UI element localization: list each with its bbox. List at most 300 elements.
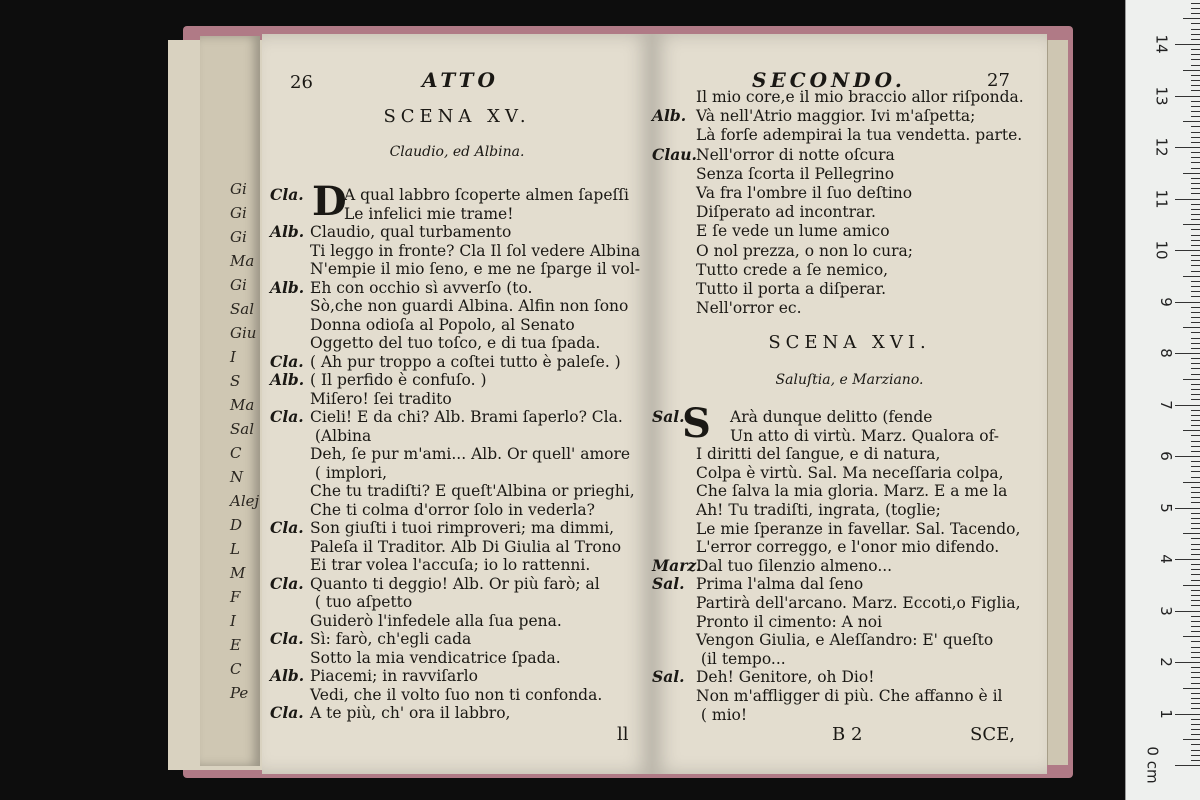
running-header: ATTO [422, 68, 499, 92]
text-line [270, 538, 621, 556]
ruler-tick [1183, 18, 1200, 19]
ruler-number: 4 [1157, 554, 1176, 564]
ruler-number: 12 [1152, 137, 1171, 157]
ruler-tick [1191, 616, 1200, 617]
ruler-tick [1191, 34, 1200, 35]
line-text: A te più, ch' ora il labbro, [310, 704, 511, 722]
ruler-tick [1175, 405, 1200, 406]
ruler-tick [1191, 518, 1200, 519]
line-text: Ah! Tu tradiſti, ingrata, (toglie; [696, 501, 941, 519]
text-line [270, 464, 387, 482]
line-text: Pronto il cimento: A noi [696, 612, 883, 631]
line-text: Tutto crede a ſe nemico, [696, 260, 889, 279]
text-line [652, 464, 1004, 482]
underlying-fragment: Pe [230, 684, 249, 702]
ruler-tick [1191, 229, 1200, 230]
ruler-tick [1183, 482, 1200, 483]
ruler-tick [1191, 235, 1200, 236]
text-line [270, 482, 635, 500]
ruler-tick [1183, 533, 1200, 534]
text-line [270, 297, 628, 315]
underlying-fragment: Ma [230, 396, 255, 414]
ruler-tick [1191, 410, 1200, 411]
underlying-fragment: L [230, 540, 240, 558]
ruler-tick [1191, 23, 1200, 24]
text-line [652, 146, 895, 164]
ruler-tick [1191, 214, 1200, 215]
ruler-tick [1191, 49, 1200, 50]
ruler-tick [1191, 724, 1200, 725]
ruler-tick [1191, 332, 1200, 333]
ruler-tick [1191, 296, 1200, 297]
line-text: Deh! Genitore, oh Dio! [696, 668, 875, 687]
ruler-tick [1191, 641, 1200, 642]
ruler-tick [1191, 744, 1200, 745]
text-line [270, 556, 590, 574]
text-line [270, 593, 412, 611]
ruler-tick [1191, 580, 1200, 581]
text-line [270, 445, 630, 463]
ruler-tick [1175, 147, 1200, 148]
text-line [270, 205, 513, 223]
ruler-tick [1191, 574, 1200, 575]
text-line [652, 482, 1007, 500]
running-header: SECONDO. [752, 68, 906, 92]
line-text: Un atto di virtù. Marz. Qualora of- [730, 426, 1000, 445]
ruler-tick [1175, 714, 1200, 715]
line-text: Prima l'alma dal ſeno [696, 575, 864, 594]
line-text: Che ſalva la mia gloria. Marz. E a me la [696, 482, 1008, 501]
ruler-tick [1175, 96, 1200, 97]
line-text: Diſperato ad incontrar. [696, 203, 876, 222]
line-text: Guiderò l'infedele alla ſua pena. [310, 611, 562, 630]
line-text: Donna odioſa al Popolo, al Senato [310, 315, 575, 334]
line-text: Va fra l'ombre il ſuo deſtino [696, 184, 913, 202]
ruler-tick [1191, 168, 1200, 169]
speaker-label: Marz. [652, 555, 702, 575]
ruler-tick [1183, 121, 1200, 122]
ruler-tick [1191, 312, 1200, 313]
ruler-tick [1191, 538, 1200, 539]
text-line [652, 445, 940, 463]
ruler-tick [1191, 693, 1200, 694]
underlying-fragment: S [230, 372, 241, 390]
line-text: Và nell'Atrio maggior. Ivi m'aſpetta; [696, 107, 976, 126]
ruler-tick [1191, 286, 1200, 287]
ruler-tick [1191, 338, 1200, 339]
text-line [270, 186, 629, 204]
speaker-label: Sal. [652, 667, 685, 687]
underlying-fragment: Gi [230, 204, 247, 222]
text-line [652, 165, 894, 183]
ruler-tick [1191, 647, 1200, 648]
scene-title: SCENA XVI. [768, 332, 931, 353]
text-line [652, 631, 993, 649]
line-text: Sì: farò, ch'egli cada [310, 630, 472, 648]
ruler-tick [1191, 3, 1200, 4]
ruler-tick [1191, 487, 1200, 488]
line-text: Eh con occhio sì avverſo (to. [310, 278, 533, 297]
ruler-tick [1191, 90, 1200, 91]
ruler-tick [1191, 307, 1200, 308]
speaker-label: Cla. [270, 185, 304, 204]
underlying-fragment: Sal [230, 420, 255, 438]
ruler-tick [1191, 595, 1200, 596]
line-text: Vengon Giulia, e Aleſſandro: E' queſto [696, 631, 994, 650]
ruler-tick [1191, 657, 1200, 658]
text-line [270, 519, 614, 537]
ruler-tick [1191, 605, 1200, 606]
ruler-number: 6 [1157, 451, 1176, 461]
underlying-fragment: C [230, 660, 242, 678]
text-line [270, 279, 532, 297]
text-line [270, 427, 371, 445]
text-line [270, 353, 621, 371]
text-line [270, 667, 478, 685]
line-text: Claudio, qual turbamento [310, 223, 512, 241]
ruler-tick [1191, 441, 1200, 442]
ruler-tick [1191, 255, 1200, 256]
ruler-tick [1191, 523, 1200, 524]
text-line [652, 668, 874, 686]
ruler-tick [1183, 379, 1200, 380]
left-page [262, 34, 652, 774]
ruler-number: 13 [1152, 85, 1171, 106]
ruler-tick [1191, 101, 1200, 102]
ruler-tick [1191, 528, 1200, 529]
text-line [652, 520, 1020, 538]
scene-characters: Claudio, ed Albina. [389, 144, 525, 160]
ruler-tick [1191, 348, 1200, 349]
ruler-tick [1191, 451, 1200, 452]
speaker-label: Cla. [270, 629, 304, 648]
text-line [270, 575, 600, 593]
ruler-tick [1191, 240, 1200, 241]
ruler-tick [1191, 631, 1200, 632]
ruler-tick [1191, 111, 1200, 112]
ruler-tick [1183, 173, 1200, 174]
ruler-tick [1175, 199, 1200, 200]
ruler-tick [1191, 492, 1200, 493]
text-line [270, 260, 640, 278]
text-line [270, 223, 511, 241]
text-line [270, 334, 600, 352]
text-line [652, 557, 892, 575]
line-text: Le mie ſperanze in favellar. Sal. Tacendo, [696, 519, 1021, 538]
text-line [270, 390, 452, 408]
line-text: Miſero! ſei tradito [310, 389, 452, 408]
ruler-tick [1191, 374, 1200, 375]
ruler-tick [1191, 245, 1200, 246]
underlying-fragment: N [230, 468, 244, 486]
text-line [652, 184, 912, 202]
line-text: E ſe vede un lume amico [696, 222, 890, 241]
text-line [270, 704, 510, 722]
ruler-tick [1191, 435, 1200, 436]
ruler-tick [1191, 683, 1200, 684]
ruler-tick [1191, 719, 1200, 720]
line-text: Nell'orror ec. [696, 299, 802, 318]
line-text: Partirà dell'arcano. Marz. Eccoti,o Figlia, [696, 594, 1021, 612]
line-text: Senza ſcorta il Pellegrino [696, 164, 895, 183]
speaker-label: Clau. [652, 144, 697, 164]
underlying-fragment: Giu [230, 324, 257, 342]
ruler-tick [1183, 636, 1200, 637]
ruler-tick [1191, 477, 1200, 478]
underlying-fragment: Alej [230, 492, 260, 510]
ruler-tick [1191, 8, 1200, 9]
line-text: Tutto il porta a diſperar. [696, 280, 887, 298]
ruler-number: 2 [1157, 657, 1176, 667]
line-text: Vedi, che il volto ſuo non ti confonda. [310, 685, 603, 704]
ruler-number: 9 [1157, 296, 1176, 307]
drop-cap: S [682, 400, 711, 447]
ruler-tick [1191, 667, 1200, 668]
underlying-fragment: D [230, 516, 243, 534]
speaker-label: Cla. [270, 703, 304, 722]
ruler-tick [1191, 497, 1200, 498]
ruler-number: 3 [1157, 605, 1176, 616]
ruler-tick [1191, 564, 1200, 565]
text-line [270, 501, 595, 519]
line-text: I diritti del ſangue, e di natura, [696, 445, 941, 464]
scene-characters: Saluſtia, e Marziano. [775, 372, 924, 388]
ruler-tick [1175, 662, 1200, 663]
drop-cap: D [312, 178, 347, 225]
line-text: Nell'orror di notte oſcura [696, 145, 895, 164]
speaker-label: Cla. [270, 407, 304, 426]
line-text: Che ti colma d'orror ſolo in vederla? [310, 500, 595, 519]
speaker-label: Sal. [652, 407, 685, 426]
ruler-tick [1191, 750, 1200, 751]
ruler-tick [1191, 183, 1200, 184]
ruler-tick [1191, 626, 1200, 627]
ruler-tick [1191, 544, 1200, 545]
speaker-label: Alb. [270, 222, 305, 241]
ruler-tick [1183, 430, 1200, 431]
line-text: Ti leggo in fronte? Cla Il ſol vedere Albina [310, 241, 641, 260]
line-text: O nol prezza, o non lo cura; [696, 241, 913, 260]
ruler-tick [1191, 162, 1200, 163]
ruler-tick [1191, 549, 1200, 550]
ruler-tick [1191, 204, 1200, 205]
text-line [652, 107, 975, 125]
ruler-tick [1183, 327, 1200, 328]
ruler-tick [1191, 708, 1200, 709]
ruler-tick [1191, 399, 1200, 400]
line-text: Che tu tradiſti? E queſt'Albina or prieghi, [310, 482, 635, 500]
line-text: Le infelici mie trame! [344, 204, 514, 223]
ruler-tick [1191, 734, 1200, 735]
ruler-tick [1175, 353, 1200, 354]
ruler-tick [1191, 703, 1200, 704]
line-text: (il tempo... [696, 649, 786, 668]
page-number: 26 [290, 72, 313, 93]
ruler-tick [1191, 461, 1200, 462]
speaker-label: Alb. [270, 277, 305, 297]
page-edge-right [1047, 40, 1068, 765]
ruler-number: 1 [1157, 708, 1176, 719]
ruler-tick [1191, 600, 1200, 601]
ruler-tick [1175, 250, 1200, 251]
ruler-tick [1191, 29, 1200, 30]
underlying-fragment: Sal [230, 300, 255, 318]
line-text: ( Ah pur troppo a coſtei tutto è paleſe. ) [310, 352, 621, 371]
ruler-tick [1183, 70, 1200, 71]
ruler-tick [1183, 276, 1200, 277]
ruler-tick [1191, 420, 1200, 421]
ruler-tick [1191, 466, 1200, 467]
text-line [652, 427, 999, 445]
text-line [270, 408, 623, 426]
text-line [652, 126, 1022, 144]
text-line [652, 280, 886, 298]
underlying-fragment: F [230, 588, 241, 606]
text-line [652, 203, 876, 221]
line-text: Sò,che non guardi Albina. Alfin non ſono [310, 297, 629, 315]
line-text: Cieli! E da chi? Alb. Brami ſaperlo? Cla. [310, 408, 623, 426]
line-text: Piacemi; in ravviſarlo [310, 667, 478, 685]
ruler-tick [1183, 585, 1200, 586]
text-line [652, 687, 1002, 705]
text-line [652, 575, 863, 593]
text-line [652, 408, 932, 426]
text-line [652, 594, 1021, 612]
ruler-tick [1191, 137, 1200, 138]
line-text: Dal tuo ſilenzio almeno... [696, 556, 893, 575]
ruler-tick [1191, 209, 1200, 210]
line-text: Sotto la mia vendicatrice ſpada. [310, 648, 561, 667]
underlying-fragment: Gi [230, 180, 247, 198]
ruler-tick [1175, 508, 1200, 509]
text-line [270, 649, 561, 667]
line-text: ( implori, [310, 463, 388, 482]
ruler-number: 10 [1152, 240, 1171, 260]
line-text: ( Il perfido è confuſo. ) [310, 371, 487, 389]
ruler-tick [1191, 59, 1200, 60]
ruler-number: 14 [1152, 34, 1171, 54]
ruler-tick [1191, 698, 1200, 699]
ruler-tick [1191, 425, 1200, 426]
ruler-tick [1191, 652, 1200, 653]
text-line [652, 222, 890, 240]
signature-mark: B 2 [832, 724, 863, 745]
line-text: Oggetto del tuo toſco, e di tua ſpada. [310, 334, 601, 352]
line-text: Non m'affligger di più. Che affanno è il [696, 687, 1003, 705]
text-line [270, 242, 640, 260]
speaker-label: Cla. [270, 573, 304, 593]
text-line [652, 299, 802, 317]
ruler-tick [1175, 559, 1200, 560]
ruler-tick [1191, 363, 1200, 364]
measuring-ruler [1125, 0, 1200, 800]
line-text: L'error correggo, e l'onor mio difendo. [696, 538, 1000, 557]
ruler-tick [1191, 389, 1200, 390]
text-line [652, 650, 786, 668]
ruler-tick [1191, 126, 1200, 127]
ruler-tick [1191, 188, 1200, 189]
ruler-tick [1191, 368, 1200, 369]
line-text: Il mio core,e il mio braccio allor riſponda. [696, 88, 1024, 106]
underlying-fragment: E [230, 636, 241, 654]
ruler-tick [1191, 760, 1200, 761]
line-text: ( tuo aſpetto [310, 593, 413, 611]
ruler-tick [1175, 456, 1200, 457]
ruler-tick [1191, 178, 1200, 179]
speaker-label: Sal. [652, 574, 685, 594]
catchword: SCE, [970, 724, 1015, 745]
line-text: A qual labbro ſcoperte almen ſapeſſi [344, 186, 629, 204]
ruler-tick [1175, 765, 1200, 766]
ruler-tick [1183, 224, 1200, 225]
ruler-tick [1191, 384, 1200, 385]
ruler-tick [1191, 291, 1200, 292]
ruler-tick [1191, 513, 1200, 514]
underlying-fragment: Ma [230, 252, 255, 270]
ruler-tick [1191, 193, 1200, 194]
ruler-number: 0 cm [1143, 746, 1162, 784]
ruler-tick [1191, 502, 1200, 503]
ruler-tick [1191, 116, 1200, 117]
ruler-tick [1191, 755, 1200, 756]
text-line [270, 686, 602, 704]
underlying-fragment: M [230, 564, 246, 582]
text-line [652, 613, 882, 631]
ruler-tick [1191, 54, 1200, 55]
text-line [652, 88, 1024, 106]
ruler-tick [1191, 265, 1200, 266]
ruler-tick [1191, 343, 1200, 344]
line-text: Ei trar volea l'accuſa; io lo rattenni. [310, 556, 591, 574]
ruler-tick [1191, 621, 1200, 622]
ruler-tick [1191, 554, 1200, 555]
line-text: Deh, ſe pur m'ami... Alb. Or quell' amore [310, 445, 631, 463]
ruler-tick [1175, 611, 1200, 612]
ruler-tick [1191, 219, 1200, 220]
ruler-tick [1191, 317, 1200, 318]
text-line [652, 242, 913, 260]
page-number: 27 [987, 70, 1010, 91]
text-line [652, 261, 888, 279]
ruler-tick [1191, 322, 1200, 323]
ruler-tick [1191, 471, 1200, 472]
ruler-tick [1191, 415, 1200, 416]
ruler-tick [1191, 142, 1200, 143]
ruler-tick [1191, 446, 1200, 447]
ruler-tick [1183, 739, 1200, 740]
ruler-tick [1175, 44, 1200, 45]
ruler-tick [1191, 157, 1200, 158]
line-text: Colpa è virtù. Sal. Ma neceſſaria colpa, [696, 463, 1004, 482]
ruler-tick [1191, 85, 1200, 86]
line-text: Là forſe adempirai la tua vendetta. parte. [696, 126, 1023, 145]
line-text: Son giuſti i tuoi rimproveri; ma dimmi, [310, 519, 615, 537]
speaker-label: Alb. [652, 106, 687, 126]
ruler-tick [1191, 281, 1200, 282]
ruler-tick [1191, 569, 1200, 570]
text-line [270, 612, 562, 630]
line-text: ( mio! [696, 705, 748, 724]
line-text: Arà dunque delitto (fende [730, 408, 933, 426]
ruler-number: 5 [1157, 502, 1176, 513]
ruler-tick [1191, 65, 1200, 66]
ruler-tick [1191, 729, 1200, 730]
ruler-tick [1183, 688, 1200, 689]
underlying-fragment: I [230, 348, 236, 366]
line-text: (Albina [310, 426, 372, 445]
ruler-tick [1191, 672, 1200, 673]
ruler-tick [1191, 358, 1200, 359]
